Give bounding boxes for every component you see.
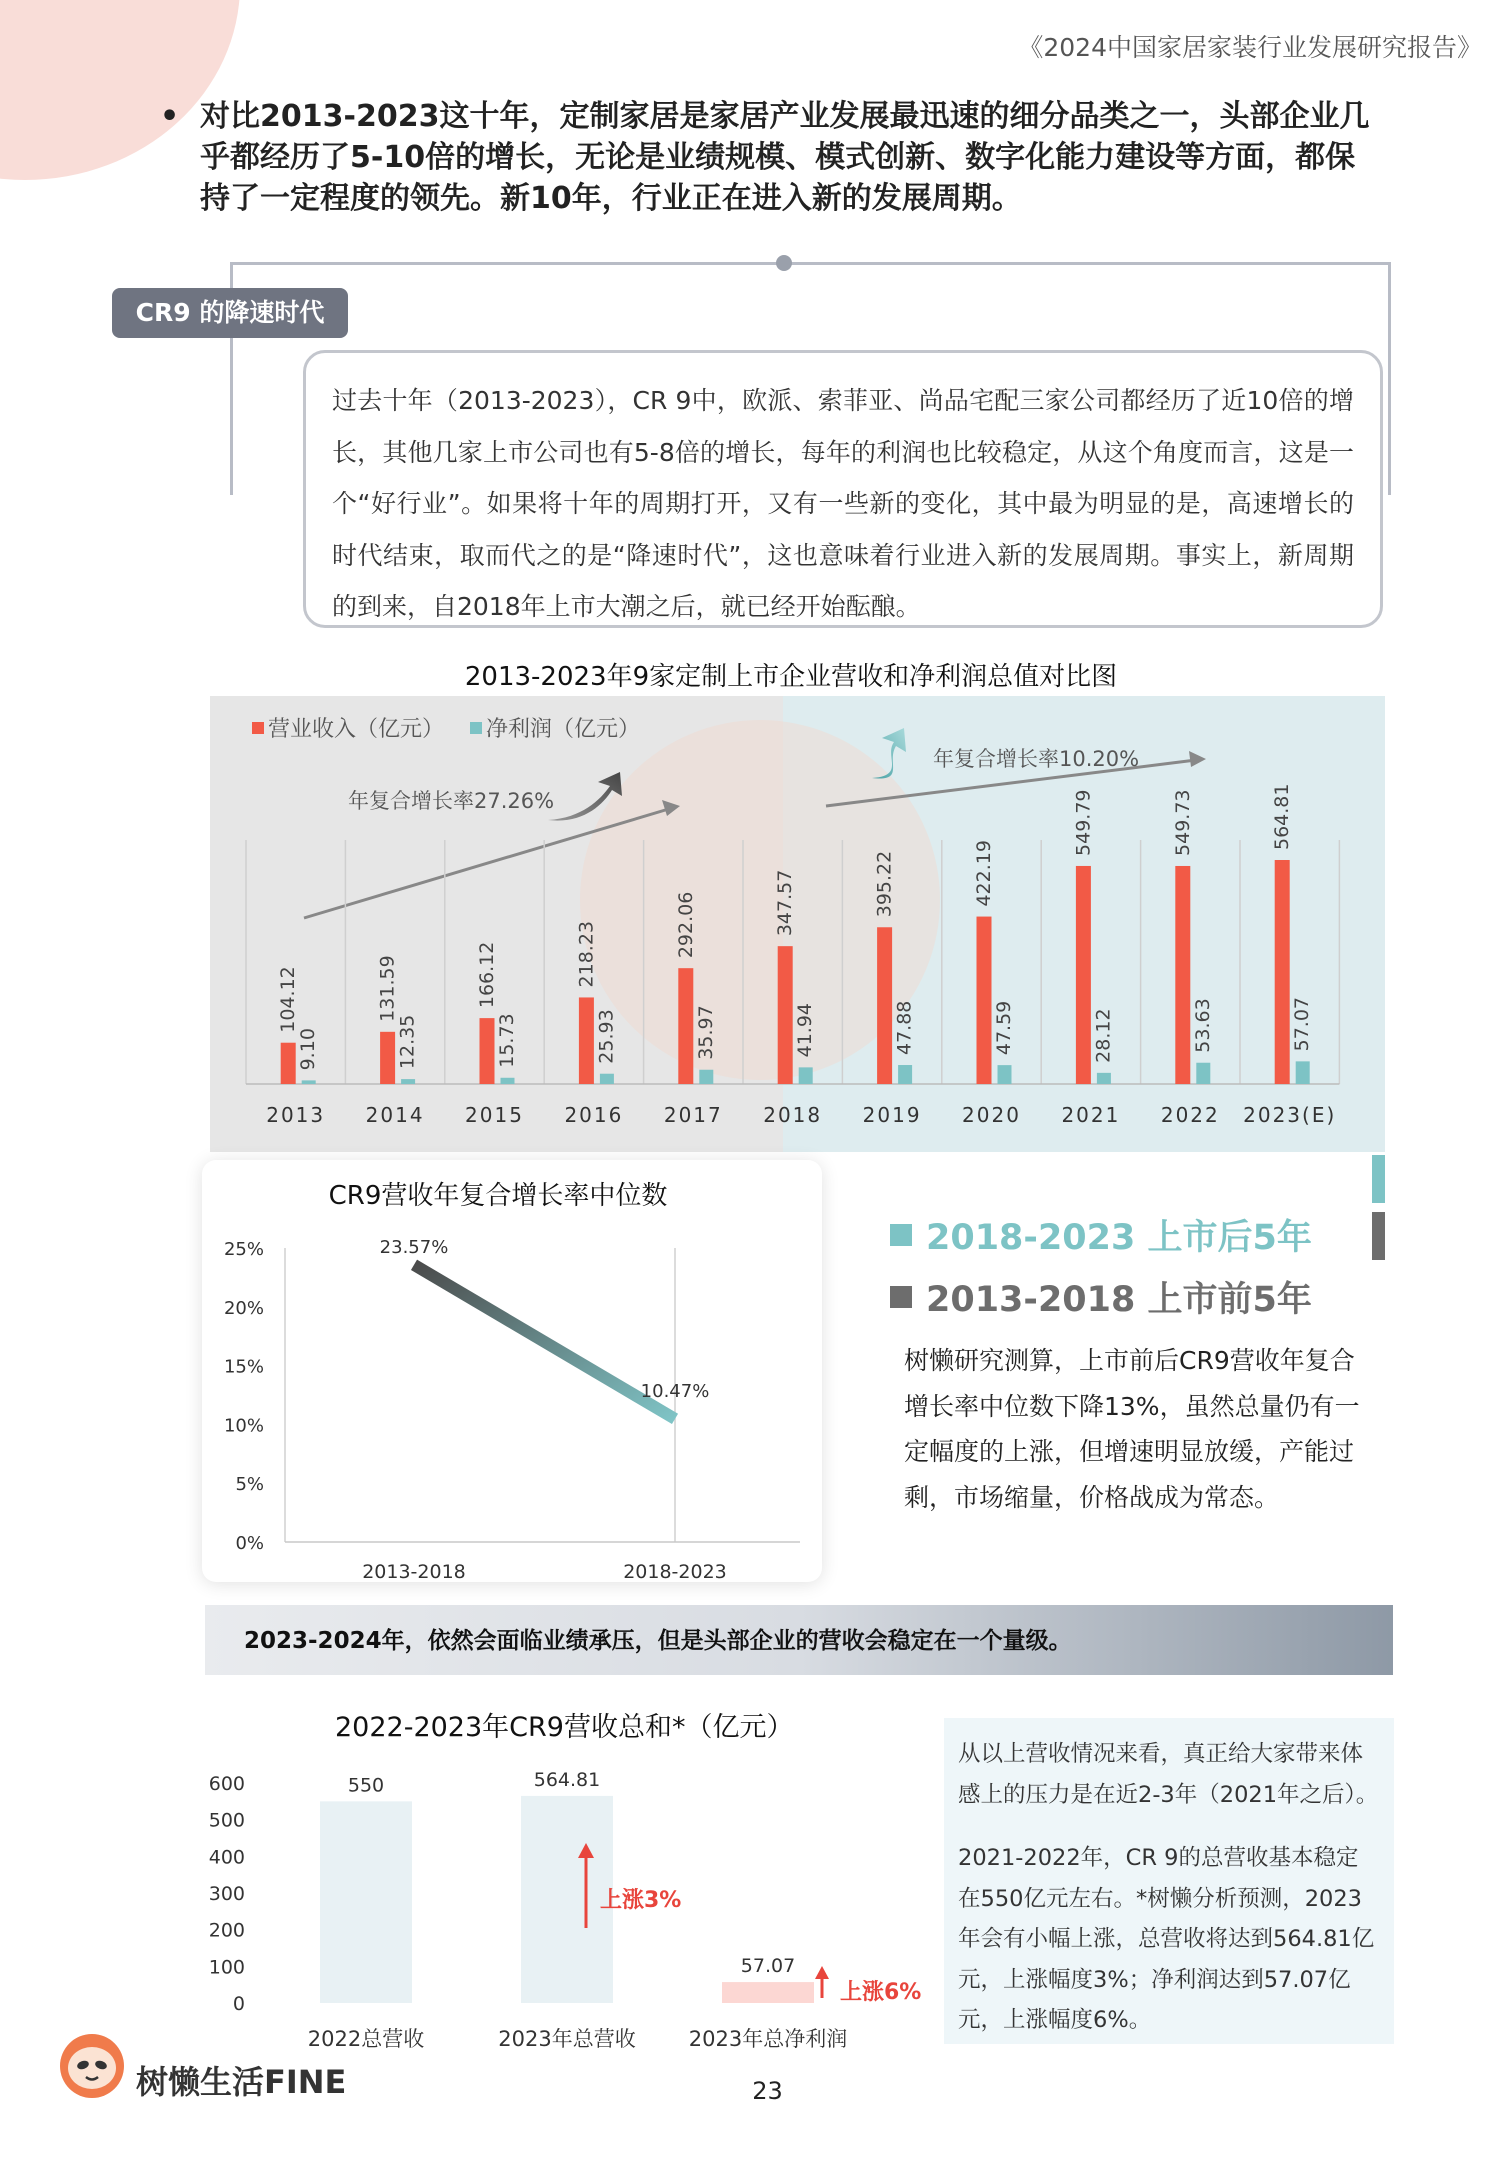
chart3-y-tick: 600 (208, 1773, 245, 1795)
chart1-x-tick: 2021 (1061, 1103, 1121, 1127)
chart3-x-tick: 2023年总营收 (498, 2027, 636, 2051)
revenue-value-label: 564.81 (1271, 783, 1294, 850)
chart2-y-tick: 25% (223, 1239, 264, 1260)
profit-value-label: 35.97 (694, 1005, 717, 1060)
chart3-y-tick: 500 (208, 1809, 245, 1832)
banner-text: 2023-2024年，依然会面临业绩承压，但是头部企业的营收会稳定在一个量级。 (244, 1628, 1072, 1654)
chart1-x-tick: 2016 (564, 1103, 624, 1127)
profit-value-label: 25.93 (595, 1009, 618, 1064)
chart1-x-tick: 2015 (465, 1103, 524, 1127)
chart2-y-tick: 0% (235, 1533, 264, 1554)
chart3-bar (722, 1982, 814, 2003)
up-arrow-head-icon (815, 1966, 829, 1979)
analysis-text: 树懒研究测算，上市前后CR9营收年复合增长率中位数下降13%，虽然总量仍有一定幅度的上涨，但增速明显放缓，产能过剩，市场缩量，价格战成为常态。 (904, 1346, 1360, 1512)
chart3-y-tick: 300 (208, 1883, 245, 1905)
profit-value-label: 9.10 (297, 1028, 320, 1071)
chart1-x-tick: 2022 (1160, 1103, 1220, 1127)
report-title: 《2024中国家居家装行业发展研究报告》 (1018, 33, 1482, 62)
chart3-y-tick: 0 (232, 1993, 245, 2015)
profit-value-label: 12.35 (396, 1014, 419, 1070)
revenue-value-label: 347.57 (774, 869, 797, 937)
chart3-value-label: 564.81 (533, 1768, 601, 1791)
chart3-value-label: 57.07 (740, 1955, 796, 1978)
chart2-y-tick: 15% (223, 1356, 264, 1378)
profit-value-label: 53.63 (1191, 998, 1214, 1053)
cagr-label-1: 年复合增长率27.26% (348, 789, 555, 813)
growth-label-6pct: 上涨6% (840, 1980, 922, 2005)
chart3-y-tick: 200 (208, 1919, 245, 1942)
info-box (944, 1718, 1394, 2044)
revenue-value-label: 549.73 (1171, 789, 1194, 856)
info-box-p1: 从以上营收情况来看，真正给大家带来体感上的压力是在近2-3年（2021年之后）。 (958, 1741, 1379, 1808)
chart3-value-label: 550 (347, 1774, 385, 1797)
chart3-y-tick: 400 (208, 1846, 245, 1869)
section-tag: CR9 的降速时代 (112, 288, 348, 338)
revenue-value-label: 395.22 (873, 850, 896, 918)
brand-logo-text: 树懒生活FINE (136, 2063, 347, 2101)
info-box-p2: 2021-2022年，CR 9的总营收基本稳定在550亿元左右。*树懒分析预测，2023年会有小幅上涨，总营收将达到564.81亿元，上涨幅度3%；净利润达到57.07亿元，上涨幅度6%。 (958, 1845, 1375, 2033)
chart2-x-tick: 2013-2018 (362, 1561, 466, 1583)
legend-revenue: 营业收入（亿元） (268, 717, 445, 742)
revenue-value-label: 166.12 (476, 941, 498, 1009)
profit-value-label: 47.88 (893, 1000, 916, 1056)
bullet: • (160, 99, 180, 134)
period-before-label: 2013-2018 上市前5年 (926, 1280, 1312, 1320)
chart1-x-tick: 2014 (365, 1103, 425, 1127)
chart1-title: 2013-2023年9家定制上市企业营收和净利润总值对比图 (464, 662, 1118, 692)
revenue-value-label: 422.19 (973, 840, 995, 907)
chart2-y-tick: 10% (223, 1415, 264, 1437)
chart3-x-tick: 2023年总净利润 (688, 2027, 848, 2051)
growth-label-3pct: 上涨3% (600, 1888, 682, 1913)
profit-value-label: 47.59 (993, 1000, 1015, 1056)
profit-value-label: 28.12 (1092, 1008, 1115, 1063)
profit-value-label: 15.73 (496, 1013, 518, 1068)
chart3-title: 2022-2023年CR9营收总和*（亿元） (335, 1712, 794, 1743)
chart1-x-tick: 2017 (663, 1103, 723, 1127)
chart3-x-tick: 2022总营收 (307, 2027, 425, 2051)
profit-value-label: 41.94 (794, 1002, 817, 1058)
legend-profit: 净利润（亿元） (486, 717, 641, 742)
chart3-y-tick: 100 (208, 1956, 245, 1979)
intro-text: 对比2013-2023这十年，定制家居是家居产业发展最迅速的细分品类之一，头部企业几乎都经历了5-10倍的增长，无论是业绩规模、模式创新、数字化能力建设等方面，都保持了一定程度的领先。新10年，行业正在进入新的发展周期。 (200, 99, 1370, 216)
chart3-bar (320, 1801, 412, 2003)
chart2-y-tick: 5% (235, 1474, 264, 1496)
chart1-x-tick: 2020 (962, 1103, 1021, 1127)
page-number: 23 (752, 2077, 783, 2105)
period-after-label: 2018-2023 上市后5年 (926, 1218, 1312, 1258)
chart2-value-label: 23.57% (379, 1236, 449, 1258)
chart2-title: CR9营收年复合增长率中位数 (328, 1181, 668, 1211)
revenue-value-label: 218.23 (575, 920, 598, 988)
revenue-value-label: 104.12 (277, 966, 300, 1033)
chart2-x-tick: 2018-2023 (623, 1561, 727, 1583)
chart1-x-tick: 2018 (763, 1103, 823, 1127)
chart1-x-tick: 2023(E) (1243, 1103, 1337, 1127)
revenue-value-label: 292.06 (674, 891, 697, 959)
cagr-label-2: 年复合增长率10.20% (933, 747, 1140, 771)
revenue-value-label: 131.59 (376, 955, 399, 1022)
chart1-x-tick: 2019 (862, 1103, 922, 1127)
chart3-plot (209, 1769, 922, 2051)
chart2-y-tick: 20% (223, 1297, 264, 1319)
section-paragraph: 过去十年（2013-2023），CR 9中，欧派、索菲亚、尚品宅配三家公司都经历了近10倍的增长，其他几家上市公司也有5-8倍的增长，每年的利润也比较稳定，从这个角度而言，这是一个“好行业”。如果将十年的周期打开，又有一些新的变化，其中最为明显的是，高速增长的时代结束，取而代之的是“降速时代”，这也意味着行业进入新的发展周期。事实上，新周期的到来，自2018年上市大潮之后，就已经开始酝酿。 (303, 350, 1383, 628)
revenue-value-label: 549.79 (1072, 789, 1095, 856)
profit-value-label: 57.07 (1291, 996, 1314, 1052)
chart1-x-tick: 2013 (266, 1103, 326, 1127)
chart2-value-label: 10.47% (640, 1380, 710, 1402)
